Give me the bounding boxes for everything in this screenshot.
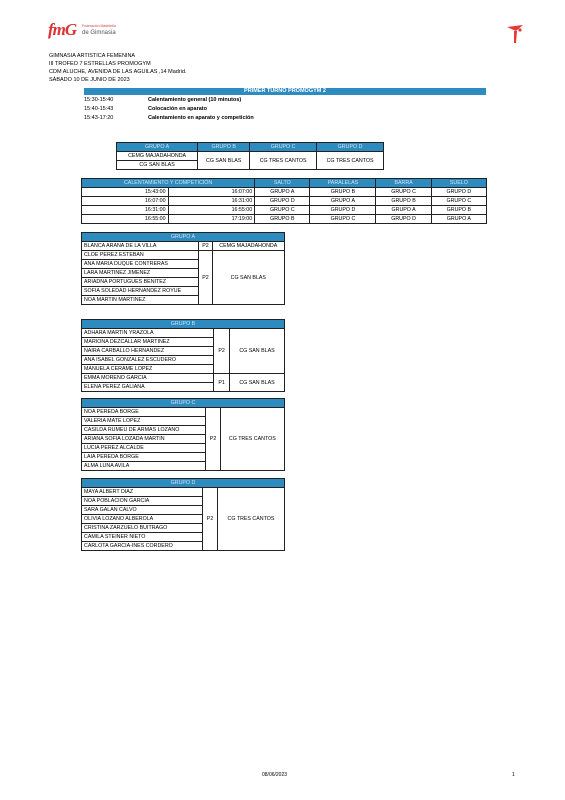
group-c-table — [81, 398, 285, 471]
start-time: 16:31:00 — [82, 206, 169, 215]
level-cell: P2 — [199, 251, 212, 305]
gymnast-name: LAIA PEREDA BORGE — [82, 453, 206, 462]
gymnast-name: OLIVIA LOZANO ALBEROLA — [82, 515, 203, 524]
gymnast-name: ADHARA MARTIN YRAZOLA — [82, 329, 214, 338]
gymnast-name: BLANCA ARANA DE LA VILLA — [82, 242, 199, 251]
group-d-table — [81, 478, 285, 551]
end-time: 16:07:00 — [168, 188, 255, 197]
federation-logo — [48, 20, 138, 46]
gymnast-name: CARLOTA GARCIA-INES CORDERO — [82, 542, 203, 551]
club-cell: CG SAN BLAS — [229, 329, 284, 374]
club-cell: CEMG MAJADAHONDA — [117, 152, 198, 161]
barra-group: GRUPO B — [376, 197, 431, 206]
paralelas-group: GRUPO C — [310, 215, 376, 224]
club-cell: CG TRES CANTOS — [250, 152, 317, 170]
suelo-group: GRUPO C — [431, 197, 486, 206]
barra-group: GRUPO D — [376, 215, 431, 224]
group-a-table — [81, 232, 285, 305]
schedule-desc: Colocación en aparato — [148, 106, 207, 112]
group-b-table — [81, 319, 285, 392]
gymnast-name: CAMILA STEINER NIETO — [82, 533, 203, 542]
end-time: 16:31:00 — [168, 197, 255, 206]
salto-group: GRUPO A — [255, 188, 310, 197]
group-title: GRUPO B — [82, 320, 285, 329]
gymnast-name: NOA POBLACION GARCIA — [82, 497, 203, 506]
group-header: GRUPO D — [317, 143, 384, 152]
gymnast-name: VALERIA MATE LOPEZ — [82, 417, 206, 426]
logo-mark: fmG — [48, 20, 77, 39]
salto-group: GRUPO D — [255, 197, 310, 206]
start-time: 15:43:00 — [82, 188, 169, 197]
table-row — [82, 206, 487, 215]
club-cell: CG SAN BLAS — [229, 374, 284, 392]
gymnast-logo-icon — [505, 24, 525, 44]
salto-group: GRUPO B — [255, 215, 310, 224]
club-cell: CG SAN BLAS — [198, 152, 250, 170]
gymnast-name: NOA MARTIN MARTINEZ — [82, 296, 199, 305]
club-cell: CG TRES CANTOS — [317, 152, 384, 170]
club-cell: CEMG MAJADAHONDA — [212, 242, 284, 251]
group-title: GRUPO C — [82, 399, 285, 408]
gymnast-name: CRISTINA ZARZUELO BUITRAGO — [82, 524, 203, 533]
footer-date: 08/06/2023 — [262, 772, 288, 778]
rotation-header: PARALELAS — [310, 179, 376, 188]
paralelas-group: GRUPO D — [310, 206, 376, 215]
level-cell: P2 — [206, 408, 220, 471]
trophy-title: III TROFEO 7 ESTRELLAS PROMOGYM — [49, 61, 151, 67]
gymnast-name: LARA MARTINEZ JIMENEZ — [82, 269, 199, 278]
level-cell: P2 — [203, 488, 218, 551]
group-title: GRUPO D — [82, 479, 285, 488]
rotation-header: SUELO — [431, 179, 486, 188]
event-date: SÁBADO 10 DE JUNIO DE 2023 — [49, 77, 130, 83]
end-time: 17:19:00 — [168, 215, 255, 224]
gymnast-name: ANA ISABEL GONZALEZ ESCUDERO — [82, 356, 214, 365]
rotation-header: CALENTAMIENTO Y COMPETICIÓN — [82, 179, 255, 188]
groups-clubs-table — [116, 142, 384, 170]
schedule-time: 15:43-17:20 — [84, 115, 114, 121]
start-time: 16:07:00 — [82, 197, 169, 206]
schedule-desc: Calentamiento general (10 minutos) — [148, 97, 242, 103]
suelo-group: GRUPO A — [431, 215, 486, 224]
gymnast-name: SARA GALAN CALVO — [82, 506, 203, 515]
gymnast-name: CASILDA RUMEU DE ARMAS LOZANO — [82, 426, 206, 435]
level-cell: P1 — [214, 374, 230, 392]
group-header: GRUPO B — [198, 143, 250, 152]
table-row — [82, 215, 487, 224]
rotation-header: BARRA — [376, 179, 431, 188]
end-time: 16:55:00 — [168, 206, 255, 215]
gymnast-name: ELENA PEREZ GALIANA — [82, 383, 214, 392]
salto-group: GRUPO C — [255, 206, 310, 215]
start-time: 16:55:00 — [82, 215, 169, 224]
table-row — [82, 197, 487, 206]
club-cell: CG TRES CANTOS — [220, 408, 284, 471]
gymnast-name: SOFIA SOLEDAD HERNANDEZ ROYUE — [82, 287, 199, 296]
logo-line-1: Federación Madrileña — [82, 24, 116, 28]
group-header: GRUPO A — [117, 143, 198, 152]
barra-group: GRUPO C — [376, 188, 431, 197]
table-row — [82, 188, 487, 197]
page-number: 1 — [512, 772, 515, 778]
rotation-header: SALTO — [255, 179, 310, 188]
paralelas-group: GRUPO A — [310, 197, 376, 206]
gymnast-name: NOA PEREDA BORGE — [82, 408, 206, 417]
group-header: GRUPO C — [250, 143, 317, 152]
level-cell: P2 — [214, 329, 230, 374]
gymnast-name: CLOE PEREZ ESTEBAN — [82, 251, 199, 260]
suelo-group: GRUPO D — [431, 188, 486, 197]
rotation-table — [81, 178, 487, 224]
schedule-desc: Calentamiento en aparato y competición — [148, 115, 254, 121]
gymnast-name: ARIANA SOFIA LOZADA MARTIN — [82, 435, 206, 444]
club-cell: CG TRES CANTOS — [217, 488, 284, 551]
discipline-title: GIMNASIA ARTISTICA FEMENINA — [49, 53, 136, 59]
gymnast-name: LUCIA PEREZ ALCALDE — [82, 444, 206, 453]
schedule-time: 15:30-15:40 — [84, 97, 114, 103]
level-cell: P2 — [199, 242, 212, 251]
paralelas-group: GRUPO B — [310, 188, 376, 197]
turn-title: PRIMER TURNO PROMOGYM 2 — [84, 88, 486, 95]
schedule-time: 15:40-15:43 — [84, 106, 114, 112]
gymnast-name: ALMA LUNA AVILA — [82, 462, 206, 471]
barra-group: GRUPO A — [376, 206, 431, 215]
logo-line-2: de Gimnasia — [82, 30, 116, 36]
gymnast-name: MANUELA CERAME LOPEZ — [82, 365, 214, 374]
gymnast-name: EMMA MORENO GARCIA — [82, 374, 214, 383]
gymnast-name: ARIADNA PORTUGUES BENITEZ — [82, 278, 199, 287]
gymnast-name: MARIONA DEZCALLAR MARTINEZ — [82, 338, 214, 347]
club-cell: CG SAN BLAS — [212, 251, 284, 305]
group-title: GRUPO A — [82, 233, 285, 242]
suelo-group: GRUPO B — [431, 206, 486, 215]
gymnast-name: MAYA ALBERT DIAZ — [82, 488, 203, 497]
gymnast-name: NAIRA CARBALLO HERNANDEZ — [82, 347, 214, 356]
venue: CDM ALUCHE, AVENIDA DE LAS AGUILAS ,14 Madrid. — [49, 69, 187, 75]
gymnast-name: ANA MARIA DUQUE CONTRERAS — [82, 260, 199, 269]
club-cell: CG SAN BLAS — [117, 161, 198, 170]
